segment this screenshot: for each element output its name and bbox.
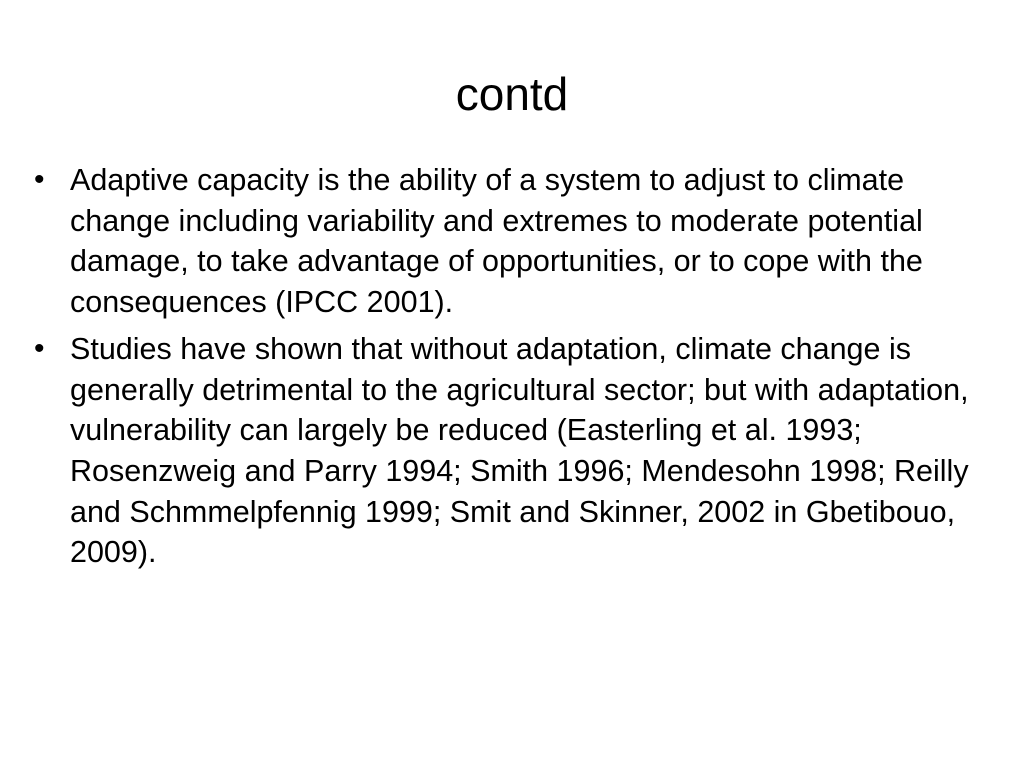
bullet-icon: • — [34, 163, 45, 196]
bullet-text: Studies have shown that without adaptation, climate change is generally detrimental to the agricultural sector; but with adaptation, vulnerability can largely be reduced (Easterling et al. 1993; Rosenzweig and Parry 1994; Smith 1996; Mendesohn 1998; Reilly and Schmmelpfennig 1999; Smit and Skinner, 2002 in Gbetibouo, 2009). — [70, 331, 969, 570]
bullet-item-adaptive-capacity — [32, 160, 997, 323]
slide-title: contd — [455, 68, 569, 120]
bullet-text: Adaptive capacity is the ability of a system to adjust to climate change including variability and extremes to moderate potential damage, to take advantage of opportunities, or to cope with the consequences (IPCC 2001). — [70, 163, 923, 320]
bullet-icon: • — [34, 331, 45, 365]
bullet-list — [32, 160, 997, 579]
bullet-item-studies — [32, 329, 997, 573]
